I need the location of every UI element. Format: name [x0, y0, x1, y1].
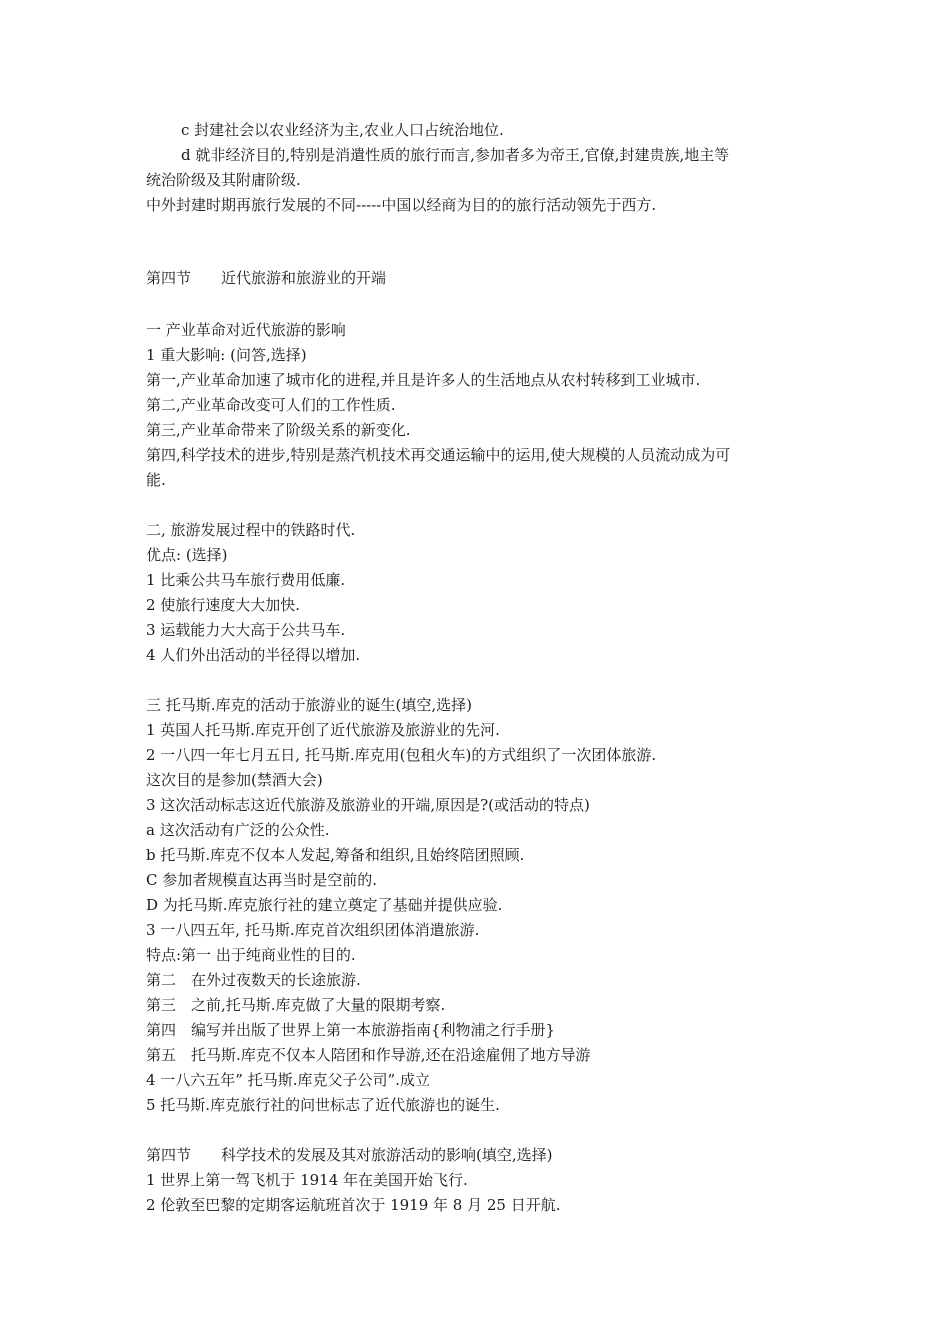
- text-line: 第三 之前,托马斯.库克做了大量的限期考察.: [146, 996, 446, 1014]
- section-heading: 第四节 科学技术的发展及其对旅游活动的影响(填空,选择): [146, 1146, 553, 1164]
- text-line: 第一,产业革命加速了城市化的进程,并且是许多人的生活地点从农村转移到工业城市.: [146, 371, 701, 389]
- text-line: 第二,产业革命改变可人们的工作性质.: [146, 396, 396, 414]
- list-item: 2 一八四一年七月五日, 托马斯.库克用(包租火车)的方式组织了一次团体旅游.: [146, 746, 657, 764]
- text-line: 1 重大影响: (问答,选择): [146, 346, 307, 364]
- list-item: D 为托马斯.库克旅行社的建立奠定了基础并提供应验.: [146, 896, 503, 914]
- list-item: 1 比乘公共马车旅行费用低廉.: [146, 571, 346, 589]
- text-line: 第三,产业革命带来了阶级关系的新变化.: [146, 421, 411, 439]
- text-line: 特点:第一 出于纯商业性的目的.: [146, 946, 356, 964]
- text-line: 第四,科学技术的进步,特别是蒸汽机技术再交通运输中的运用,使大规模的人员流动成为可: [146, 446, 731, 464]
- text-line: 统治阶级及其附庸阶级.: [146, 171, 301, 189]
- list-item: 4 一八六五年” 托马斯.库克父子公司”.成立: [146, 1071, 430, 1089]
- section-heading: 第四节 近代旅游和旅游业的开端: [146, 269, 387, 287]
- text-line: 这次目的是参加(禁酒大会): [146, 771, 323, 789]
- subsection-heading: 二, 旅游发展过程中的铁路时代.: [146, 521, 356, 539]
- list-item: 2 使旅行速度大大加快.: [146, 596, 301, 614]
- text-line: d 就非经济目的,特别是消遣性质的旅行而言,参加者多为帝王,官僚,封建贵族,地主等: [181, 146, 730, 164]
- text-line: c 封建社会以农业经济为主,农业人口占统治地位.: [181, 121, 504, 139]
- list-item: 2 伦敦至巴黎的定期客运航班首次于 1919 年 8 月 25 日开航.: [146, 1196, 561, 1214]
- text-line: 中外封建时期再旅行发展的不同-----中国以经商为目的的旅行活动领先于西方.: [146, 196, 657, 214]
- list-item: 1 英国人托马斯.库克开创了近代旅游及旅游业的先河.: [146, 721, 500, 739]
- list-item: 5 托马斯.库克旅行社的问世标志了近代旅游也的诞生.: [146, 1096, 500, 1114]
- list-item: 3 一八四五年, 托马斯.库克首次组织团体消遣旅游.: [146, 921, 480, 939]
- list-item: a 这次活动有广泛的公众性.: [146, 821, 330, 839]
- list-item: 1 世界上第一驾飞机于 1914 年在美国开始飞行.: [146, 1171, 468, 1189]
- list-item: 3 这次活动标志这近代旅游及旅游业的开端,原因是?(或活动的特点): [146, 796, 590, 814]
- text-line: 优点: (选择): [146, 546, 228, 564]
- subsection-heading: 三 托马斯.库克的活动于旅游业的诞生(填空,选择): [146, 696, 473, 714]
- list-item: 4 人们外出活动的半径得以增加.: [146, 646, 361, 664]
- list-item: C 参加者规模直达再当时是空前的.: [146, 871, 378, 889]
- text-line: 第五 托马斯.库克不仅本人陪团和作导游,还在沿途雇佣了地方导游: [146, 1046, 591, 1064]
- list-item: 3 运载能力大大高于公共马车.: [146, 621, 346, 639]
- text-line: 第二 在外过夜数天的长途旅游.: [146, 971, 361, 989]
- subsection-heading: 一 产业革命对近代旅游的影响: [146, 321, 346, 339]
- text-line: 能.: [146, 471, 166, 489]
- text-line: 第四 编写并出版了世界上第一本旅游指南{利物浦之行手册}: [146, 1021, 556, 1039]
- list-item: b 托马斯.库克不仅本人发起,筹备和组织,且始终陪团照顾.: [146, 846, 525, 864]
